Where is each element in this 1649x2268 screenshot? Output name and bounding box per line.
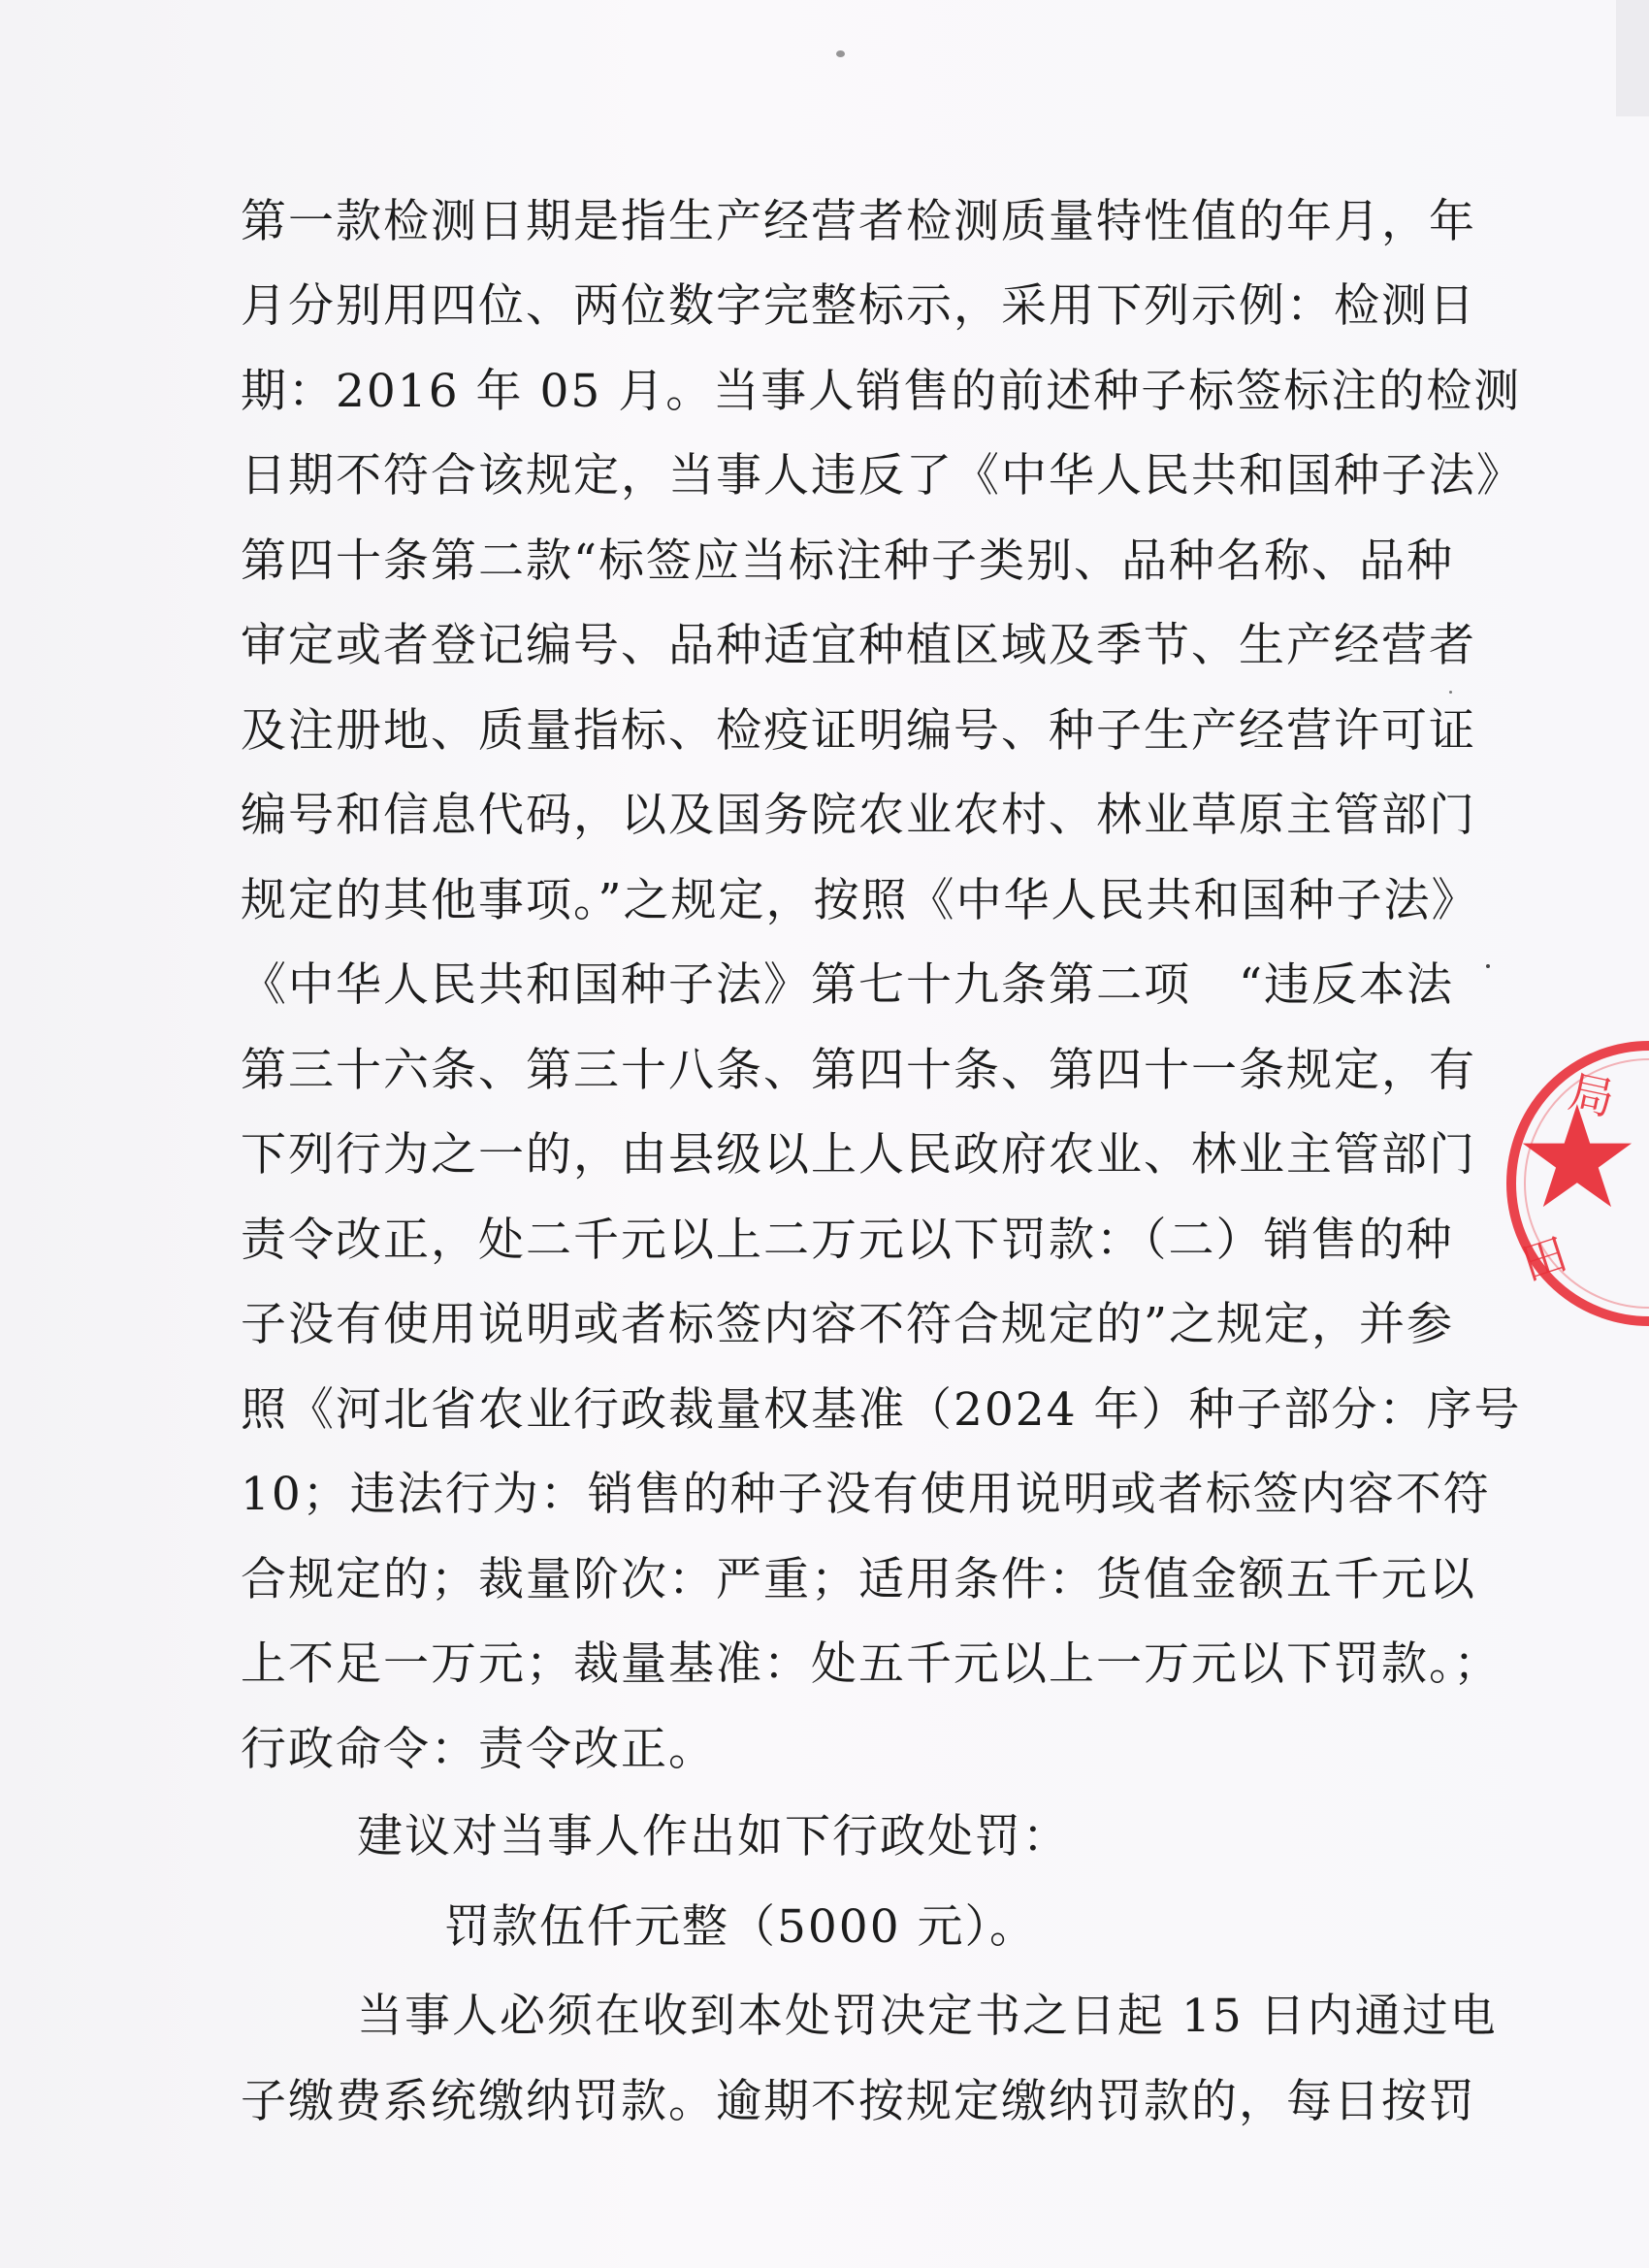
official-seal (1499, 1033, 1649, 1334)
text-line: 照《河北省农业行政裁量权基准（2024 年）种子部分：序号 (241, 1383, 1522, 1437)
text-line: 下列行为之一的，由县级以上人民政府农业、林业主管部门 (241, 1128, 1476, 1182)
text-line: 第四十条第二款“标签应当标注种子类别、品种名称、品种 (241, 535, 1455, 588)
scan-edge-shadow (1616, 0, 1649, 116)
text-line: 责令改正，处二千元以上二万元以下罚款：（二）销售的种 (241, 1214, 1454, 1267)
seal-char: 局 (1564, 1064, 1619, 1126)
seal-char: 田 (1514, 1226, 1574, 1291)
seal-star-icon (1523, 1104, 1632, 1207)
text-line: 及注册地、质量指标、检疫证明编号、种子生产经营许可证 (241, 704, 1476, 758)
text-line: 第三十六条、第三十八条、第四十条、第四十一条规定，有 (241, 1044, 1476, 1097)
text-line: 行政命令：责令改正。 (241, 1723, 716, 1776)
penalty-line: 罚款伍仟元整（5000 元）。 (444, 1900, 1038, 1954)
text-line: 10；违法行为：销售的种子没有使用说明或者标签内容不符 (241, 1468, 1491, 1521)
text-line: 《中华人民共和国种子法》第七十九条第二项 “违反本法 (241, 958, 1455, 1012)
text-line: 规定的其他事项。”之规定，按照《中华人民共和国种子法》 (241, 874, 1479, 927)
payment-line: 子缴费系统缴纳罚款。逾期不按规定缴纳罚款的，每日按罚 (241, 2075, 1476, 2128)
text-line: 日期不符合该规定，当事人违反了《中华人民共和国种子法》 (241, 449, 1524, 502)
text-line: 子没有使用说明或者标签内容不符合规定的”之规定，并参 (241, 1298, 1455, 1351)
text-line: 第一款检测日期是指生产经营者检测质量特性值的年月，年 (241, 195, 1476, 248)
payment-line: 当事人必须在收到本处罚决定书之日起 15 日内通过电 (357, 1990, 1498, 2043)
text-line: 月分别用四位、两位数字完整标示，采用下列示例：检测日 (241, 279, 1476, 333)
text-line: 期：2016 年 05 月。当事人销售的前述种子标签标注的检测 (241, 365, 1522, 418)
text-line: 上不足一万元；裁量基准：处五千元以上一万元以下罚款。； (241, 1637, 1502, 1691)
scan-speck (1449, 691, 1452, 694)
scan-speck (1486, 964, 1490, 968)
text-line: 编号和信息代码，以及国务院农业农村、林业草原主管部门 (241, 789, 1476, 842)
text-line: 合规定的；裁量阶次：严重；适用条件：货值金额五千元以 (241, 1553, 1476, 1606)
text-line: 审定或者登记编号、品种适宜种植区域及季节、生产经营者 (241, 619, 1476, 672)
scan-speck (836, 50, 845, 57)
recommendation-line: 建议对当事人作出如下行政处罚： (357, 1810, 1070, 1863)
